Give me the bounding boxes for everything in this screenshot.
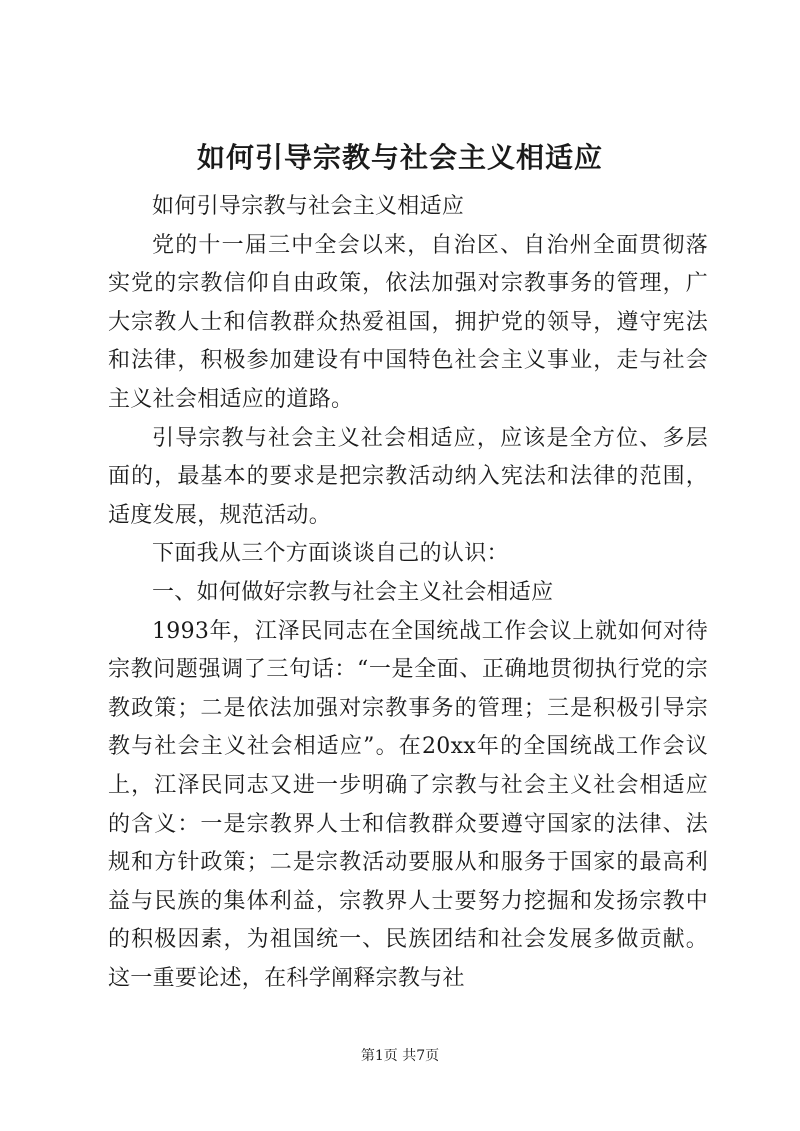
document-title: 如何引导宗教与社会主义相适应 [196, 141, 603, 174]
paragraph-outline: 下面我从三个方面谈谈自己的认识： [152, 541, 509, 567]
paragraph-subtitle: 如何引导宗教与社会主义相适应 [152, 194, 465, 219]
paragraph-intro: 党的十一届三中全会以来，自治区、自治州全面贯彻落实党的宗教信仰自由政策，依法加强对宗教事务的管理，广大宗教人士和信教群众热爱祖国，拥护党的领导，遵守宪法和法律，积极参加建设有中国特色社会主义事业，走与社会主义社会相适应的道路。 [108, 232, 708, 412]
document-body [108, 188, 708, 998]
section-heading-1: 一、如何做好宗教与社会主义社会相适应 [152, 579, 554, 605]
paragraph-1993: 1993年，江泽民同志在全国统战工作会议上就如何对待宗教问题强调了三句话：“一是全面、正确地贯彻执行党的宗教政策；二是依法加强对宗教事务的管理；三是积极引导宗教与社会主义社会相适应”。在20xx年的全国统战工作会议上，江泽民同志又进一步明确了宗教与社会主义社会相适应的含义：一是宗教界人士和信教群众要遵守国家的法律、法规和方针政策；二是宗教活动要服从和服务于国家的最高利益与民族的集体利益，宗教界人士要努力挖掘和发扬宗教中的积极因素，为祖国统一、民族团结和社会发展多做贡献。这一重要论述，在科学阐释宗教与社 [108, 618, 708, 991]
paragraph-guidance: 引导宗教与社会主义社会相适应，应该是全方位、多层面的，最基本的要求是把宗教活动纳入宪法和法律的范围，适度发展，规范活动。 [108, 425, 708, 528]
page-number-footer: 第1页 共7页 [360, 1048, 440, 1064]
